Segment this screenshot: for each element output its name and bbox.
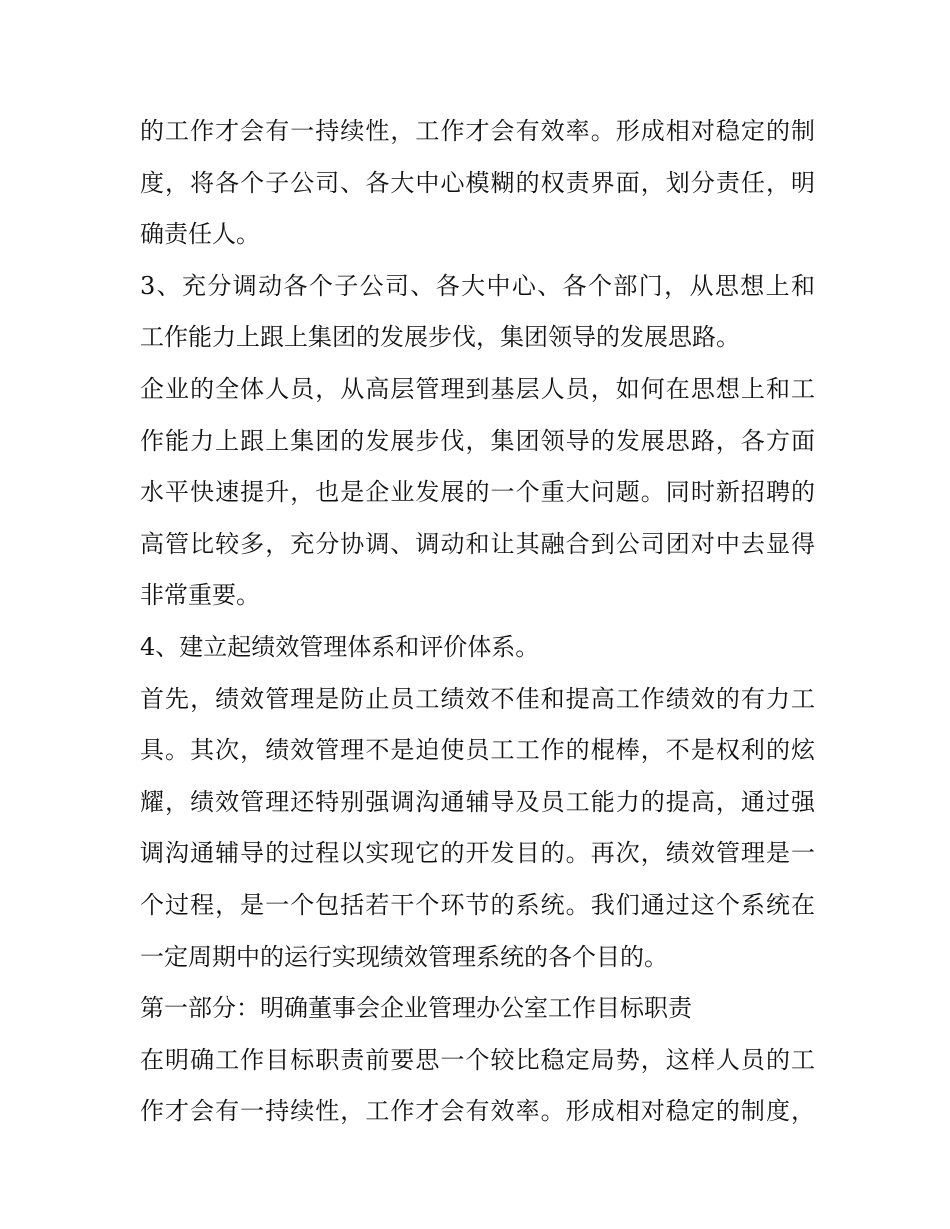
text-line-15: 调沟通辅导的过程以实现它的开发目的。再次，绩效管理是一 [140,839,815,868]
text-line-3: 确责任人。 [140,220,260,249]
text-line-9: 高管比较多，充分协调、调动和让其融合到公司团对中去显得 [140,529,815,558]
text-line-19: 在明确工作目标职责前要思一个较比稳定局势，这样人员的工 [140,1045,815,1074]
text-line-7: 作能力上跟上集团的发展步伐，集团领导的发展思路，各方面 [140,426,815,455]
text-line-2: 度，将各个子公司、各大中心模糊的权责界面，划分责任，明 [140,168,815,197]
text-line-20: 作才会有一持续性，工作才会有效率。形成相对稳定的制度， [140,1097,815,1126]
text-line-16: 个过程，是一个包括若干个环节的系统。我们通过这个系统在 [140,890,815,919]
text-line-17: 一定周期中的运行实现绩效管理系统的各个目的。 [140,942,668,971]
document-body [140,106,815,1138]
text-line-13: 具。其次，绩效管理不是迫使员工工作的棍棒，不是权利的炫 [140,736,815,765]
text-line-1: 的工作才会有一持续性，工作才会有效率。形成相对稳定的制 [140,117,815,145]
section-heading-4: 4、建立起绩效管理体系和评价体系。 [140,632,540,661]
text-line-6: 企业的全体人员，从高层管理到基层人员，如何在思想上和工 [140,374,815,403]
section-heading-3-cont: 工作能力上跟上集团的发展步伐，集团领导的发展思路。 [140,323,740,352]
text-line-14: 耀，绩效管理还特别强调沟通辅导及员工能力的提高，通过强 [140,787,815,816]
part-heading-1: 第一部分：明确董事会企业管理办公室工作目标职责 [140,994,692,1023]
text-line-10: 非常重要。 [140,581,260,610]
text-line-8: 水平快速提升，也是企业发展的一个重大问题。同时新招聘的 [140,478,815,507]
section-heading-3: 3、充分调动各个子公司、各大中心、各个部门，从思想上和 [140,271,815,300]
text-line-12: 首先，绩效管理是防止员工绩效不佳和提高工作绩效的有力工 [140,684,815,713]
